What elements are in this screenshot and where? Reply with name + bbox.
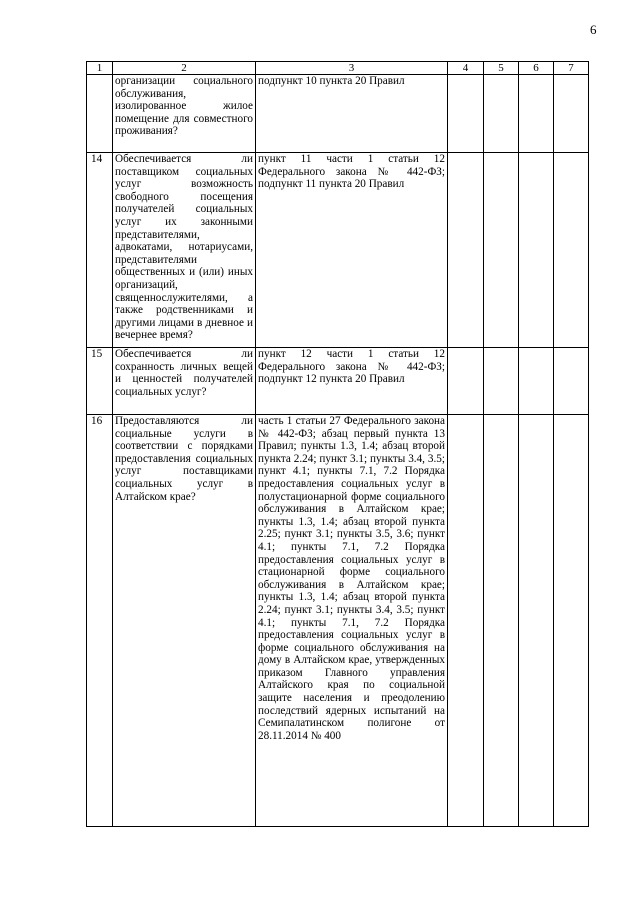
row-number: 16 xyxy=(87,415,113,827)
answer-cell-6 xyxy=(519,75,554,153)
table-row xyxy=(87,348,589,415)
answer-cell-6 xyxy=(519,415,554,827)
row-number: 15 xyxy=(87,348,113,415)
answer-cell-4 xyxy=(448,153,484,348)
question-cell: Обеспечивается ли поставщиком социальных услуг возможность свободного посещения получателей социальных услуг их законными представителями, адвокатами, нотариусами, представителями общественных и (или) иных организаций, священнослужителями, а также родственниками и другими лицами в дневное и вечернее время? xyxy=(113,153,256,348)
table-row xyxy=(87,153,589,348)
checklist-table xyxy=(86,61,589,827)
reference-cell: пункт 11 части 1 статьи 12 Федерального закона № 442-ФЗ; подпункт 11 пункта 20 Правил xyxy=(256,153,448,348)
answer-cell-7 xyxy=(554,153,589,348)
column-header-7: 7 xyxy=(554,62,589,75)
column-header-3: 3 xyxy=(256,62,448,75)
header-row xyxy=(87,62,589,75)
column-header-5: 5 xyxy=(484,62,519,75)
answer-cell-7 xyxy=(554,75,589,153)
answer-cell-4 xyxy=(448,348,484,415)
answer-cell-7 xyxy=(554,415,589,827)
row-number: 14 xyxy=(87,153,113,348)
table-row xyxy=(87,415,589,827)
column-header-6: 6 xyxy=(519,62,554,75)
answer-cell-5 xyxy=(484,153,519,348)
page-number: 6 xyxy=(590,22,597,37)
answer-cell-5 xyxy=(484,75,519,153)
question-cell: Обеспечивается ли сохранность личных вещей и ценностей получателей социальных услуг? xyxy=(113,348,256,415)
question-cell: организации социального обслуживания, изолированное жилое помещение для совместного проживания? xyxy=(113,75,256,153)
answer-cell-5 xyxy=(484,348,519,415)
reference-cell: подпункт 10 пункта 20 Правил xyxy=(256,75,448,153)
answer-cell-4 xyxy=(448,75,484,153)
answer-cell-4 xyxy=(448,415,484,827)
column-header-4: 4 xyxy=(448,62,484,75)
column-header-1: 1 xyxy=(87,62,113,75)
answer-cell-6 xyxy=(519,153,554,348)
column-header-2: 2 xyxy=(113,62,256,75)
answer-cell-7 xyxy=(554,348,589,415)
question-cell: Предоставляются ли социальные услуги в соответствии с порядками предоставления социальных услуг поставщиками социальных услуг в Алтайском крае? xyxy=(113,415,256,827)
reference-cell: пункт 12 части 1 статьи 12 Федерального закона № 442-ФЗ; подпункт 12 пункта 20 Правил xyxy=(256,348,448,415)
row-number xyxy=(87,75,113,153)
answer-cell-5 xyxy=(484,415,519,827)
reference-cell: часть 1 статьи 27 Федерального закона № 442-ФЗ; абзац первый пункта 13 Правил; пункты 1.3, 1.4; абзац второй пункта 2.24; пункт 3.1; пункты 3.4, 3.5; пункт 4.1; пункты 7.1, 7.2 Порядка предоставления социальных услуг в полустационарной форме социального обслуживания в Алтайском крае; пункты 1.3, 1.4; абзац второй пункта 2.25; пункт 3.1; пункты 3.5, 3.6; пункт 4.1; пункты 7.1, 7.2 Порядка предоставления социальных услуг в стационарной форме социального обслуживания в Алтайском крае; пункты 1.3, 1.4; абзац второй пункта 2.24; пункт 3.1; пункты 3.4, 3.5; пункт 4.1; пункты 7.1, 7.2 Порядка предоставления социальных услуг в форме социального обслуживания на дому в Алтайском крае, утвержденных приказом Главного управления Алтайского края по социальной защите населения и преодолению последствий ядерных испытаний на Семипалатинском полигоне от 28.11.2014 № 400 xyxy=(256,415,448,827)
answer-cell-6 xyxy=(519,348,554,415)
table-row xyxy=(87,75,589,153)
